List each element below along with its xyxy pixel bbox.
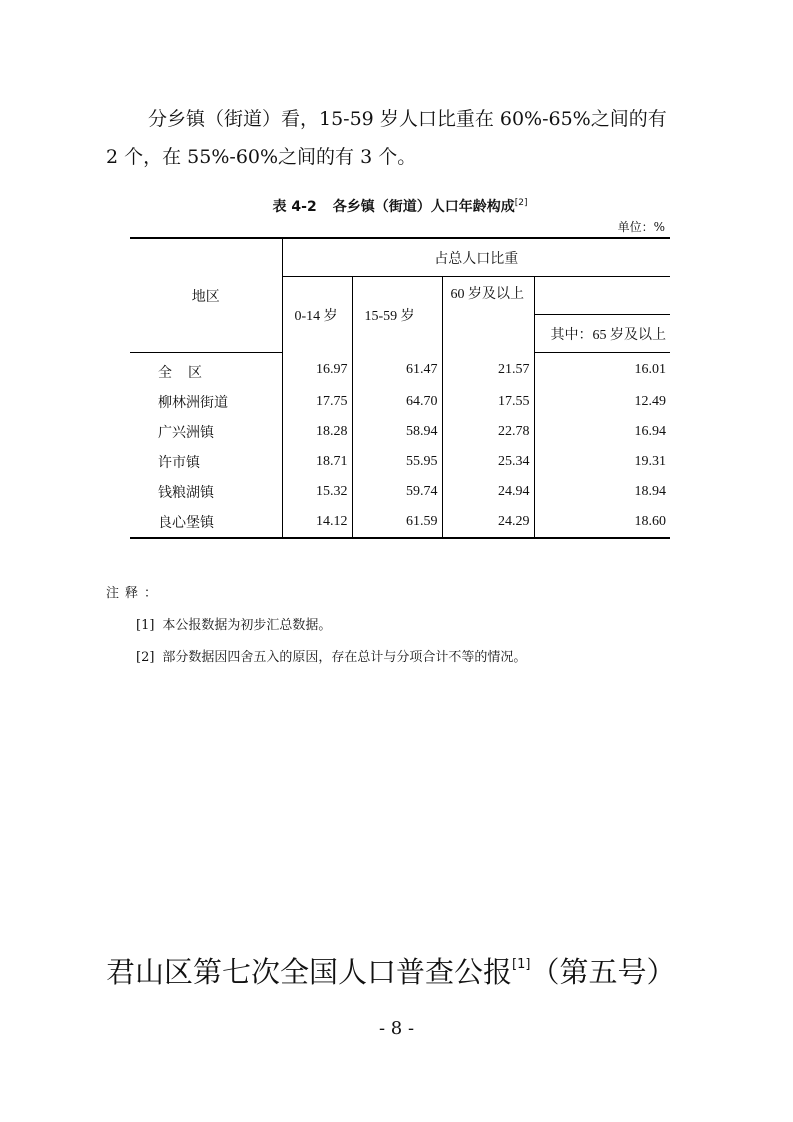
note-index: [1] [136,618,155,633]
cell-65-plus: 18.60 [534,507,670,538]
cell-60-plus: 22.78 [442,417,534,447]
note-text: 部分数据因四舍五入的原因，存在总计与分项合计不等的情况。 [162,650,527,665]
cell-0-14: 16.97 [282,353,352,388]
table-row [130,353,670,388]
notes-section [106,578,526,674]
cell-15-59: 55.95 [352,447,442,477]
cell-0-14: 18.28 [282,417,352,447]
body-paragraph [106,100,706,176]
paragraph-line-2: 2 个，在 55%-60%之间的有 3 个。 [106,146,417,168]
cell-60-plus: 24.94 [442,477,534,507]
table-row [130,447,670,477]
bulletin-title-suffix: （第五号） [530,955,676,989]
bulletin-title [106,950,675,991]
row-name: 钱粮湖镇 [130,477,282,507]
row-name: 良心堡镇 [130,507,282,538]
table-title-footnote-ref: [2] [514,198,528,208]
header-blank-cell [534,277,670,315]
cell-0-14: 14.12 [282,507,352,538]
table-unit: 单位：% [617,220,665,234]
cell-65-plus: 16.01 [634,362,666,377]
note-item [106,642,526,674]
cell-60-plus: 17.55 [442,387,534,417]
cell-15-59: 61.47 [352,353,442,388]
row-name: 许市镇 [130,447,282,477]
cell-60-plus: 24.29 [442,507,534,538]
note-text: 本公报数据为初步汇总数据。 [162,618,332,633]
bulletin-title-footnote-ref: [1] [512,957,531,972]
table-row [130,417,670,447]
cell-0-14: 17.75 [282,387,352,417]
table-row [130,387,670,417]
cell-15-59: 59.74 [352,477,442,507]
note-item [106,610,526,642]
cell-65-plus: 18.94 [634,484,666,499]
cell-65-plus: 16.94 [634,424,666,439]
cell-0-14: 18.71 [282,447,352,477]
header-col-65-plus: 其中：65 岁及以上 [534,315,670,353]
table-caption [130,196,670,216]
note-index: [2] [136,650,155,665]
cell-60-plus: 25.34 [442,447,534,477]
table-row [130,507,670,538]
cell-65-plus: 12.49 [634,394,666,409]
cell-15-59: 58.94 [352,417,442,447]
bulletin-title-main: 君山区第七次全国人口普查公报 [106,955,513,989]
header-col-15-59: 15-59 岁 [352,277,442,353]
row-name: 全区 [158,366,218,381]
cell-0-14: 15.32 [282,477,352,507]
age-structure-table [130,237,670,539]
row-name: 广兴洲镇 [130,417,282,447]
table-row [130,477,670,507]
paragraph-line-1: 分乡镇（街道）看，15-59 岁人口比重在 60%-65%之间的有 [148,108,667,130]
header-group: 占总人口比重 [282,238,670,277]
header-col-0-14: 0-14 岁 [282,277,352,353]
row-name: 柳林洲街道 [130,387,282,417]
header-col-60-plus: 60 岁及以上 [442,277,534,353]
header-region: 地区 [130,238,282,353]
cell-65-plus: 19.31 [634,454,666,469]
notes-title: 注释： [106,586,164,601]
cell-60-plus: 21.57 [442,353,534,388]
table-number: 表 4-2 [272,199,317,215]
cell-15-59: 64.70 [352,387,442,417]
cell-15-59: 61.59 [352,507,442,538]
table-title: 各乡镇（街道）人口年龄构成 [332,199,515,215]
page-number: - 8 - [378,1018,415,1039]
